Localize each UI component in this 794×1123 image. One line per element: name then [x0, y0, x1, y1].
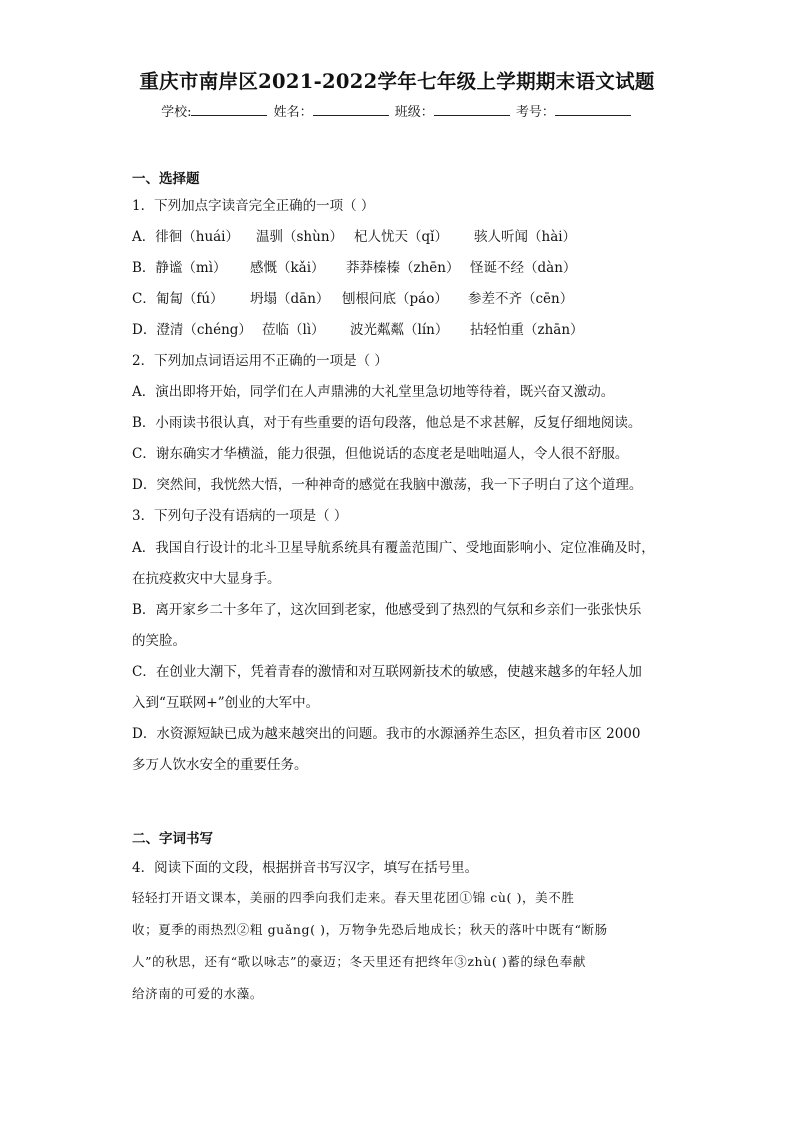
- q3-option-c-line1: C．在创业大潮下，凭着青春的激情和对互联网新技术的敏感，使越来越多的年轻人加: [132, 664, 642, 680]
- name-blank[interactable]: [313, 102, 389, 116]
- q3-option-d-line2: 多万人饮水安全的重要任务。: [132, 757, 308, 773]
- q1-b-item-4: 怪诞不经（dàn）: [470, 260, 577, 276]
- name-label: 姓名：: [273, 105, 313, 120]
- q4-stem: 4．阅读下面的文段，根据拼音书写汉字，填写在括号里。: [132, 860, 479, 876]
- class-label: 班级：: [394, 105, 434, 120]
- q1-c-item-2: 坍塌（dān）: [250, 291, 330, 307]
- q1-b-item-2: 感慨（kǎi）: [250, 260, 325, 276]
- section-heading-choice: 一、选择题: [132, 171, 200, 187]
- q1-a-item-3: 杞人忧天（qǐ）: [354, 229, 448, 245]
- page-title: 重庆市南岸区2021-2022学年七年级上学期期末语文试题: [139, 70, 655, 93]
- q1-a-item-2: 温驯（shùn）: [256, 229, 344, 245]
- q1-c-item-3: 刨根问底（páo）: [342, 291, 448, 307]
- q4-passage-line2: 收；夏季的雨热烈②粗 guǎng( )，万物争先恐后地成长；秋天的落叶中既有“断肠: [132, 922, 608, 937]
- school-blank[interactable]: [191, 102, 267, 116]
- q2-option-c: C．谢东确实才华横溢，能力很强，但他说话的态度老是咄咄逼人，令人很不舒服。: [132, 446, 629, 462]
- q1-d-item-3: 波光粼粼（lín）: [350, 322, 449, 338]
- q2-option-a: A．演出即将开始，同学们在人声鼎沸的大礼堂里急切地等待着，既兴奋又激动。: [132, 384, 615, 400]
- number-label: 考号：: [515, 105, 555, 120]
- q1-stem: 1．下列加点字读音完全正确的一项（ ）: [132, 198, 375, 214]
- q2-option-b: B．小雨读书很认真，对于有些重要的语句段落，他总是不求甚解，反复仔细地阅读。: [132, 415, 642, 431]
- q3-stem: 3．下列句子没有语病的一项是（ ）: [132, 508, 348, 524]
- q3-option-a-line1: A．我国自行设计的北斗卫星导航系统具有覆盖范围广、受地面影响小、定位准确及时，: [132, 540, 655, 556]
- q4-passage-line1: 轻轻打开语文课本，美丽的四季向我们走来。春天里花团①锦 cù( )，美不胜: [132, 890, 575, 905]
- number-blank[interactable]: [555, 102, 631, 116]
- q1-a-item-1: A．徘徊（huái）: [132, 229, 240, 245]
- q1-c-item-1: C．匍匐（fú）: [132, 291, 224, 307]
- q3-option-b-line2: 的笑脸。: [132, 633, 186, 649]
- section-heading-writing: 二、字词书写: [132, 831, 213, 847]
- q3-option-d-line1: D．水资源短缺已成为越来越突出的问题。我市的水源涵养生态区，担负着市区 2000: [132, 726, 641, 742]
- q3-option-a-line2: 在抗疫救灾中大显身手。: [132, 571, 281, 587]
- q3-option-c-line2: 入到“互联网+”创业的大军中。: [132, 695, 320, 711]
- class-blank[interactable]: [434, 102, 510, 116]
- q2-stem: 2．下列加点词语运用不正确的一项是（ ）: [132, 353, 388, 369]
- q1-b-item-1: B．静谧（mì）: [132, 260, 227, 276]
- q2-option-d: D．突然间，我恍然大悟，一种神奇的感觉在我脑中激荡，我一下子明白了这个道理。: [132, 477, 643, 493]
- school-label: 学校:: [161, 105, 192, 120]
- q1-a-item-4: 骇人听闻（hài）: [474, 229, 577, 245]
- q1-d-item-4: 拈轻怕重（zhān）: [470, 322, 584, 338]
- student-info-line: [0, 101, 794, 120]
- q1-b-item-3: 莽莽榛榛（zhēn）: [346, 260, 460, 276]
- q4-passage-line3: 人”的秋思，还有“歌以咏志”的豪迈；冬天里还有把终年③zhù( )蓄的绿色奉献: [132, 954, 586, 969]
- q1-d-item-1: D．澄清（chéng）: [132, 322, 252, 338]
- q3-option-b-line1: B．离开家乡二十多年了，这次回到老家，他感受到了热烈的气氛和乡亲们一张张快乐: [132, 602, 642, 618]
- q1-c-item-4: 参差不齐（cēn）: [468, 291, 574, 307]
- q1-d-item-2: 莅临（lì）: [262, 322, 325, 338]
- q4-passage-line4: 给济南的可爱的水藻。: [132, 986, 264, 1001]
